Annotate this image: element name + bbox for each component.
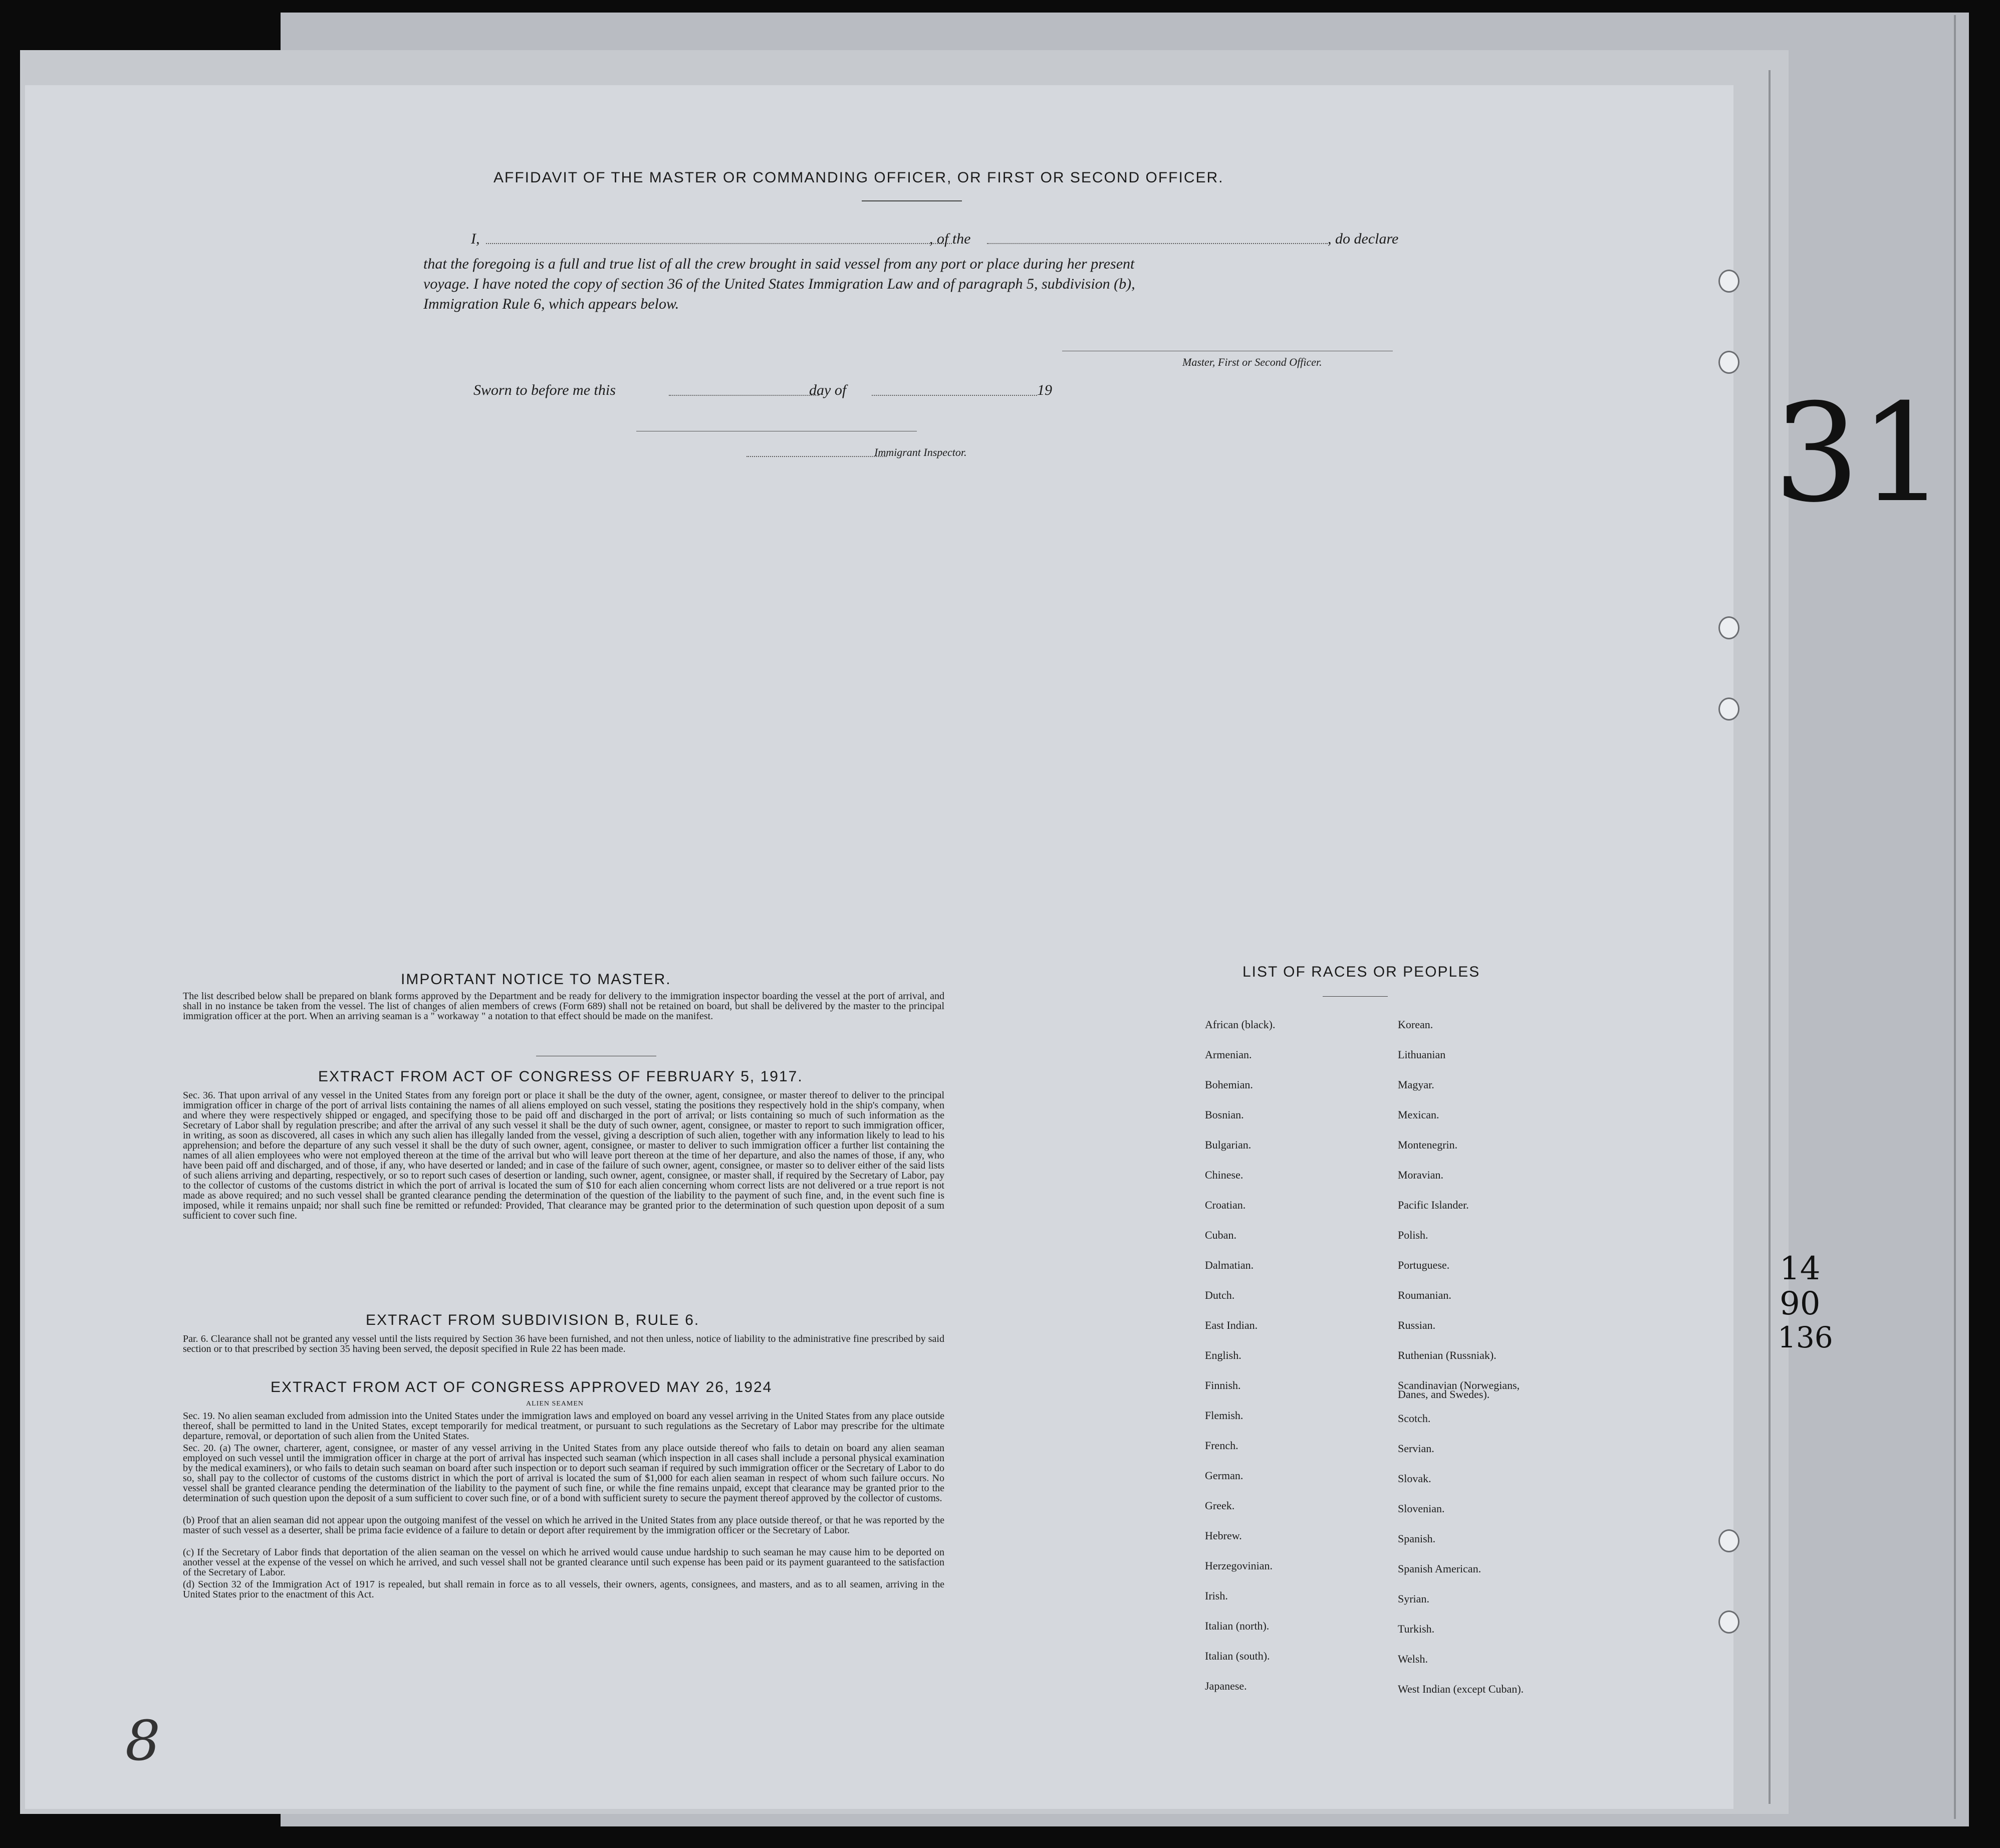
affidavit-line-4: Immigration Rule 6, which appears below. (423, 296, 679, 312)
race-item: Korean. (1398, 1018, 1433, 1031)
race-item: Syrian. (1398, 1592, 1429, 1605)
race-item: Magyar. (1398, 1078, 1434, 1091)
race-item: Portuguese. (1398, 1259, 1450, 1271)
race-item: Russian. (1398, 1319, 1436, 1331)
extract-rule6-title: EXTRACT FROM SUBDIVISION B, RULE 6. (366, 1312, 700, 1328)
extract-1924-sec20b: (b) Proof that an alien seaman did not appear upon the outgoing manifest of the vessel on which he arrived in the United States from any place outside thereof, or that he was reported by the master of such vessel as a deserter, shall be prima facie evidence of a failure to detain or deport after requirement by the immigration officer or the Secretary of Labor. (183, 1515, 944, 1536)
extract-1924-sec20c: (c) If the Secretary of Labor finds that deportation of the alien seaman on the vessel on which he arrived would cause undue hardship to such seaman he may cause him to be deported on another vessel at the expense of the vessel on which he arrived, and such vessel shall not be granted clearance until such expense has been paid or its payment guaranteed to the satisfaction of the Secretary of Labor. (183, 1547, 944, 1578)
race-item: Mexican. (1398, 1108, 1439, 1121)
punch-hole (1718, 616, 1739, 639)
race-item: Spanish. (1398, 1532, 1436, 1545)
sworn-year: 19 (1037, 382, 1052, 398)
race-item: Bosnian. (1205, 1108, 1244, 1121)
punch-hole (1718, 1610, 1739, 1634)
race-item: Dalmatian. (1205, 1259, 1254, 1271)
race-item: French. (1205, 1439, 1238, 1452)
race-item: Finnish. (1205, 1379, 1241, 1392)
sworn-month-field[interactable] (872, 395, 1037, 396)
punch-hole (1718, 1529, 1739, 1552)
punch-hole (1718, 270, 1739, 293)
race-item: Italian (north). (1205, 1620, 1270, 1632)
race-item: English. (1205, 1349, 1241, 1361)
race-item: Croatian. (1205, 1199, 1246, 1211)
notice-title: IMPORTANT NOTICE TO MASTER. (401, 971, 671, 988)
sheet-edge (1954, 15, 1956, 1819)
race-item: Greek. (1205, 1499, 1235, 1512)
race-item: Chinese. (1205, 1169, 1243, 1181)
race-item: Japanese. (1205, 1680, 1247, 1692)
race-item: East Indian. (1205, 1319, 1258, 1331)
affidavit-of-the: , of the (929, 230, 971, 247)
handwritten-page-number: 8 (125, 1709, 160, 1773)
race-item: Scandinavian (Norwegians, (1398, 1379, 1520, 1392)
affidavit-i: I, (471, 230, 480, 247)
inspector-label: Immigrant Inspector. (874, 446, 967, 458)
race-item: Lithuanian (1398, 1048, 1446, 1061)
inspector-signature-line[interactable] (746, 456, 887, 457)
race-item: Spanish American. (1398, 1562, 1481, 1575)
race-item: Slovenian. (1398, 1502, 1445, 1515)
race-item: Bulgarian. (1205, 1138, 1252, 1151)
race-item: Welsh. (1398, 1653, 1428, 1665)
race-item: Scotch. (1398, 1412, 1431, 1425)
sheet-edge (1769, 70, 1771, 1804)
extract-rule6-text: Par. 6. Clearance shall not be granted any vessel until the lists required by Section 36 have been furnished, and not then unless, notice of liability to the administrative fine prescribed by said section or to that prescribed by section 35 having been served, the deposit specified in Rule 22 has been made. (183, 1333, 944, 1354)
extract-1917-title: EXTRACT FROM ACT OF CONGRESS OF FEBRUARY 5, 1917. (318, 1068, 803, 1085)
title-rule (862, 200, 962, 201)
races-title: LIST OF RACES OR PEOPLES (1242, 964, 1480, 980)
handwritten-tally-1: 14 (1780, 1250, 1821, 1287)
handwritten-number: 31 (1774, 374, 1946, 532)
affidavit-line-3: voyage. I have noted the copy of section 36 of the United States Immigration Law and of paragraph 5, subdivision (b), (423, 276, 1135, 292)
extract-1924-sec19: Sec. 19. No alien seaman excluded from admission into the United States under the immigration laws and employed on board any vessel arriving in the United States from any place outside thereof, shall be permitted to land in the United States, except temporarily for medical treatment, or pursuant to such regulations as the Secretary of Labor may prescribe for the ultimate departure, removal, or deportation of such alien from the United States. (183, 1411, 944, 1442)
race-item: Armenian. (1205, 1048, 1252, 1061)
affidavit-title: AFFIDAVIT OF THE MASTER OR COMMANDING OFFICER, OR FIRST OR SECOND OFFICER. (493, 169, 1224, 186)
race-item: Turkish. (1398, 1623, 1435, 1635)
race-item: Irish. (1205, 1589, 1228, 1602)
sworn-prefix: Sworn to before me this (473, 382, 616, 398)
vessel-field[interactable] (987, 243, 1328, 244)
race-item: Flemish. (1205, 1409, 1243, 1422)
handwritten-tally-3: 136 (1778, 1320, 1833, 1354)
punch-hole (1718, 351, 1739, 374)
extract-1917-text: Sec. 36. That upon arrival of any vessel in the United States from any foreign port or place it shall be the duty of the owner, agent, consignee, or master thereof to deliver to the principal immigration officer in charge of the port of arrival lists containing the names of all aliens employed on such vessel, stating the positions they respectively hold in the ship's company, when and where they were respectively shipped or engaged, and specifying those to be paid off and discharged in the port of arrival; or lists containing so much of such information as the Secretary of Labor shall by regulation prescribe; and after the arrival of any such vessel it shall be the duty of such owner, agent, consignee, or master to report to such immigration officer, in writing, as soon as discovered, all cases in which any such alien has illegally landed from the vessel, giving a description of such alien, together with any information likely to lead to his apprehension; and before the departure of any such vessel it shall be the duty of such owner, agent, consignee, or master to deliver to such immigration officer a further list containing the names of all alien employees who were not employed thereon at the time of the arrival but who will leave port thereon at the time of her departure, and also the names of those, if any, who have been paid off and discharged, and of those, if any, who have deserted or landed; and in case of the failure of such owner, agent, consignee, or master so to deliver either of the said lists of such aliens arriving and departing, respectively, or so to report such cases of desertion or landing, such owner, agent, consignee, or master shall, if required by the Secretary of Labor, pay to the collector of customs of the customs district in which the port of arrival is located the sum of $10 for each alien concerning whom correct lists are not delivered or a true report is not made as above required; and no such vessel shall be granted clearance pending the determination of the question of the liability to the payment of such fine, and, in the event such fine is imposed, while it remains unpaid; nor shall such fine be remitted or refunded: Provided, That clearance may be granted prior to the determination of such question upon deposit of a sum sufficient to cover such fine. (183, 1090, 944, 1221)
race-item: Servian. (1398, 1442, 1434, 1455)
affidavit-declare: , do declare (1328, 230, 1399, 247)
race-item: Dutch. (1205, 1289, 1235, 1301)
extract-1924-sec20d: (d) Section 32 of the Immigration Act of 1917 is repealed, but shall remain in force as to all vessels, their owners, agents, consignees, and masters, and as to all seamen, arriving in the United States prior to the enactment of this Act. (183, 1579, 944, 1600)
affidavit-line-2: that the foregoing is a full and true list of all the crew brought in said vessel from any port or place during her present (423, 256, 1135, 272)
sworn-day-label: day of (809, 382, 847, 398)
races-rule (1323, 996, 1388, 997)
race-item: Bohemian. (1205, 1078, 1253, 1091)
race-item: Montenegrin. (1398, 1138, 1458, 1151)
race-item: German. (1205, 1469, 1243, 1482)
race-item: Hebrew. (1205, 1529, 1242, 1542)
race-item: Italian (south). (1205, 1650, 1270, 1662)
race-item-continued: Danes, and Swedes). (1398, 1388, 1490, 1401)
race-item: West Indian (except Cuban). (1398, 1683, 1524, 1695)
race-item: African (black). (1205, 1018, 1276, 1031)
race-item: Cuban. (1205, 1229, 1236, 1241)
form-page (25, 85, 1733, 1809)
sworn-day-field[interactable] (669, 395, 819, 396)
race-item: Polish. (1398, 1229, 1428, 1241)
name-field[interactable] (486, 243, 952, 244)
extract-1924-title: EXTRACT FROM ACT OF CONGRESS APPROVED MAY 26, 1924 (271, 1379, 773, 1396)
race-item: Moravian. (1398, 1169, 1444, 1181)
punch-hole (1718, 698, 1739, 721)
handwritten-tally-2: 90 (1780, 1285, 1821, 1322)
extract-1924-sec20a: Sec. 20. (a) The owner, charterer, agent, consignee, or master of any vessel arriving in the United States from any place outside thereof who fails to detain on board any alien seaman employed on such vessel until the immigration officer in charge at the port of arrival has inspected such seaman (which inspection in all cases shall include a personal physical examination by the medical examiners), or who fails to detain such seaman on board after such inspection or to deport such seaman if required by such immigration officer or the Secretary of Labor to do so, shall pay to the collector of customs of the customs district in which the port of arrival is located the sum of $1,000 for each alien seaman in respect of whom such failure occurs. No vessel shall be granted clearance pending the determination of the liability to the payment of such fine, or while the fine remains unpaid, except that clearance may be granted prior to the determination of such question upon the deposit of a sum sufficient to cover such fine, or of a bond with sufficient surety to secure the payment thereof approved by the collector of customs. (183, 1443, 944, 1504)
race-item: Roumanian. (1398, 1289, 1451, 1301)
race-item: Ruthenian (Russniak). (1398, 1349, 1496, 1361)
officer-label: Master, First or Second Officer. (1182, 356, 1322, 368)
notice-text: The list described below shall be prepared on blank forms approved by the Department and be ready for delivery to the immigration inspector boarding the vessel at the port of arrival, and shall in no instance be taken from the vessel. The list of changes of alien members of crews (Form 689) shall not be retained on board, but shall be delivered by the master to the principal immigration officer at the port. When an arriving seaman is a " workaway " a notation to that effect should be made on the manifest. (183, 991, 944, 1022)
alien-seamen-subtitle: ALIEN SEAMEN (526, 1400, 584, 1408)
race-item: Pacific Islander. (1398, 1199, 1469, 1211)
race-item: Slovak. (1398, 1472, 1431, 1485)
race-item: Herzegovinian. (1205, 1559, 1273, 1572)
